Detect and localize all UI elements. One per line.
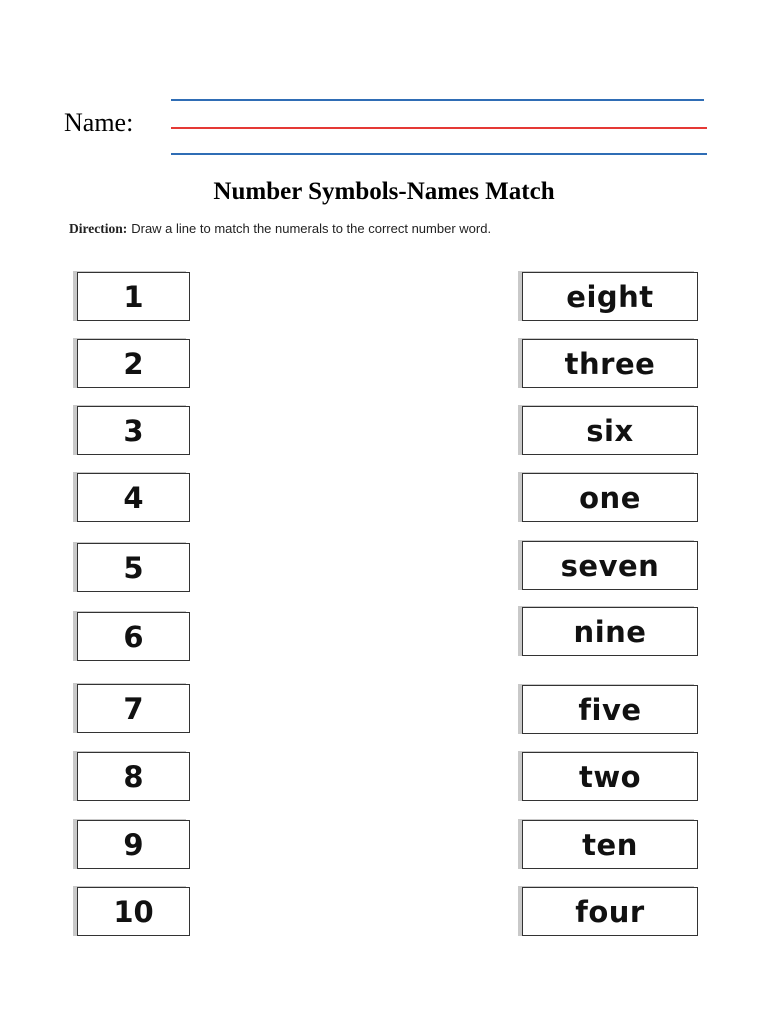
numeral-box-3[interactable]: 3 [77,406,190,455]
page-title: Number Symbols-Names Match [213,178,555,205]
numeral-box-10[interactable]: 10 [77,887,190,936]
numeral-box-5[interactable]: 5 [77,543,190,592]
word-box-five[interactable]: five [522,685,698,734]
name-guide-line-bottom [171,153,707,155]
numeral-box-9[interactable]: 9 [77,820,190,869]
direction-instruction: Draw a line to match the numerals to the correct number word. [131,221,492,236]
word-box-nine[interactable]: nine [522,607,698,656]
direction-text [69,221,491,237]
name-guide-line-top [171,99,704,101]
word-box-six[interactable]: six [522,406,698,455]
numeral-box-2[interactable]: 2 [77,339,190,388]
numeral-box-7[interactable]: 7 [77,684,190,733]
numeral-box-6[interactable]: 6 [77,612,190,661]
word-box-ten[interactable]: ten [522,820,698,869]
word-box-seven[interactable]: seven [522,541,698,590]
name-label: Name: [64,108,134,137]
numeral-box-8[interactable]: 8 [77,752,190,801]
word-box-four[interactable]: four [522,887,698,936]
word-box-eight[interactable]: eight [522,272,698,321]
name-guide-line-middle [171,127,707,129]
numeral-box-1[interactable]: 1 [77,272,190,321]
word-box-three[interactable]: three [522,339,698,388]
numeral-box-4[interactable]: 4 [77,473,190,522]
word-box-two[interactable]: two [522,752,698,801]
word-box-one[interactable]: one [522,473,698,522]
direction-label: Direction: [69,221,128,236]
